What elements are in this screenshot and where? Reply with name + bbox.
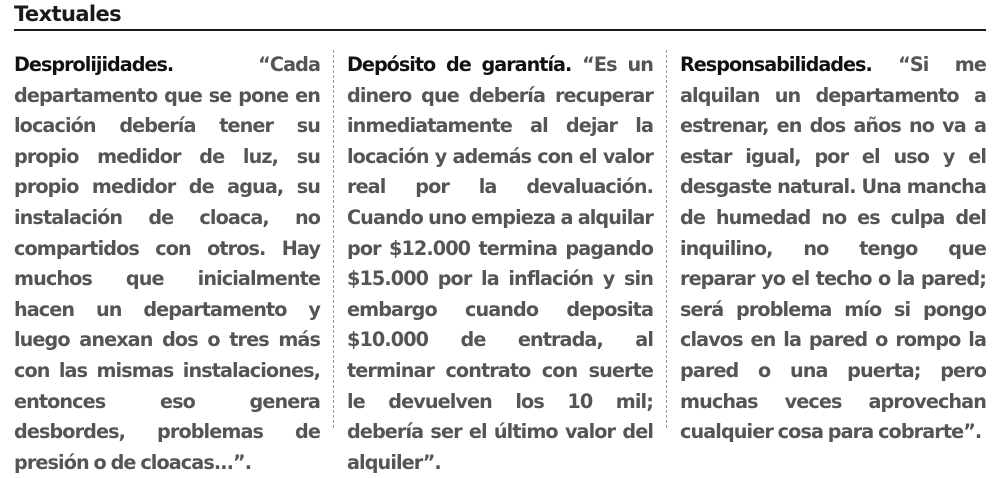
- quote-column-deposito: [347, 50, 653, 474]
- quote-lead: Desprolijidades.: [14, 53, 174, 76]
- quote-column-responsabilidades: [680, 50, 986, 444]
- quote-text: “Si me alquilan un departamento a estrenar, en dos años no va a estar igual, por el uso y el desgaste natural. Una mancha de humedad no es culpa del inquilino, no tengo que reparar yo el techo o la pared; será problema mío si pongo clavos en la pared o rompo la pared o una puerta; pero muchas veces aprovechan cualquier cosa para cobrarte”.: [680, 53, 986, 444]
- section-title: Textuales: [14, 2, 122, 26]
- quote-lead: Depósito de garantía.: [347, 53, 572, 76]
- quote-column-desprolijidades: [14, 50, 320, 474]
- quote-lead: Responsabilidades.: [680, 53, 872, 76]
- quote-text: “Cada departamento que se pone en locación debería tener su propio medidor de luz, su propio medidor de agua, su instalación de cloaca, no compartidos con otros. Hay muchos que inicialmente hacen un departamento y luego anexan dos o tres más con las mismas instalaciones, entonces eso genera desbordes, problemas de presión o de cloacas...”.: [14, 53, 320, 474]
- quotes-columns: [14, 50, 986, 474]
- section-header: [14, 0, 986, 31]
- quote-text: “Es un dinero que debería recuperar inmediatamente al dejar la locación y además con el valor real por la devaluación. Cuando uno empieza a alquilar por $12.000 termina pagando $15.000 por la inflación y sin embargo cuando deposita $10.000 de entrada, al terminar contrato con suerte le devuelven los 10 mil; debería ser el último valor del alquiler”.: [347, 53, 653, 474]
